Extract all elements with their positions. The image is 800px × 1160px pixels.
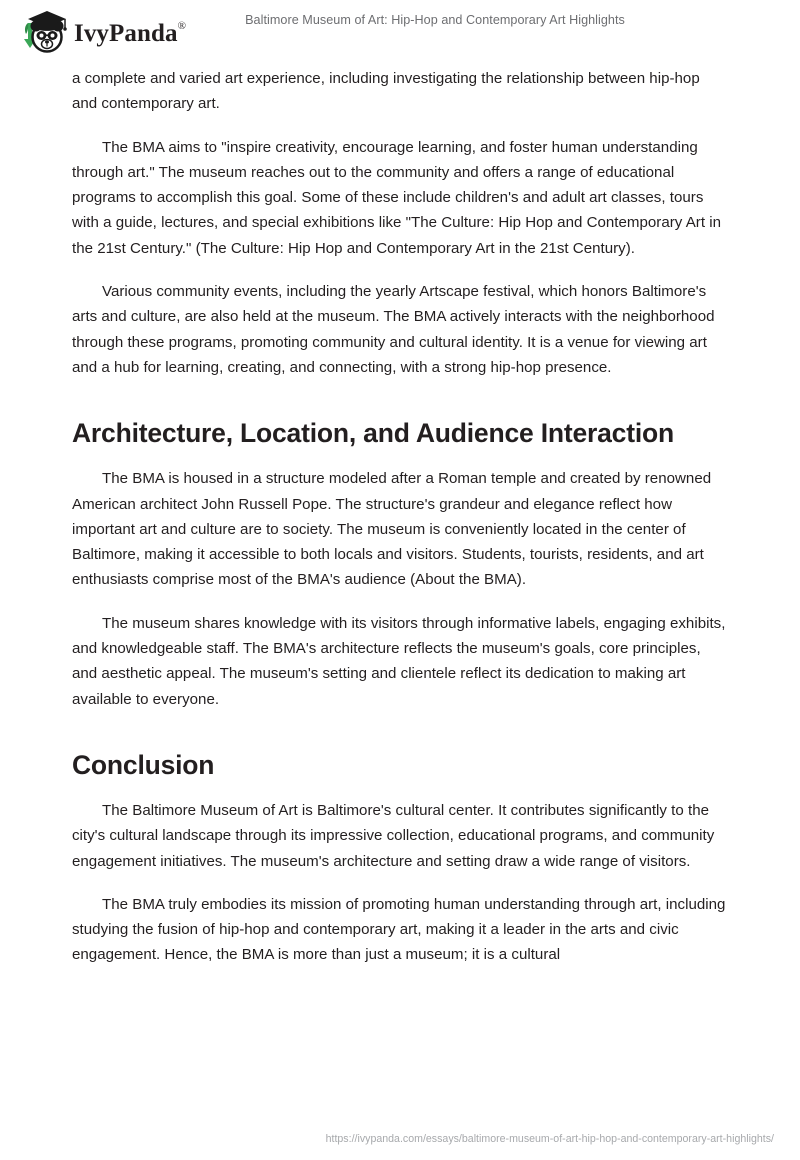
body-paragraph: The BMA is housed in a structure modeled after a Roman temple and created by renowned American architect John Russell Pope. The structure's grandeur and elegance reflect how important art and culture are to society. The museum is conveniently located in the center of Baltimore, making it accessible to both locals and visitors. Students, tourists, residents, and art enthusiasts comprise most of the BMA's audience (About the BMA).: [72, 470, 712, 589]
body-paragraph: Various community events, including the yearly Artscape festival, which honors Baltimore's arts and culture, are also held at the museum. The BMA actively interacts with the neighborhood through these programs, promoting community and cultural identity. It is a venue for viewing art and a hub for learning, creating, and connecting, with a strong hip-hop presence.: [72, 283, 715, 376]
body-paragraph: The Baltimore Museum of Art is Baltimore's cultural center. It contributes significantly to the city's cultural landscape through its impressive collection, educational programs, and community engagement initiatives. The museum's architecture and setting draw a wide range of visitors.: [72, 801, 715, 870]
body-paragraph: The BMA truly embodies its mission of promoting human understanding through art, including studying the fusion of hip-hop and contemporary art, making it a leader in the arts and civic engagement. Hence, the BMA is more than just a museum; it is a cultural: [72, 895, 726, 964]
page-footer: [0, 1129, 800, 1147]
brand-name-text: IvyPanda: [74, 19, 178, 47]
running-head-title: Baltimore Museum of Art: Hip-Hop and Contemporary Art Highlights: [245, 13, 625, 27]
article-body: [72, 66, 726, 968]
section-heading: Architecture, Location, and Audience Interaction: [72, 418, 674, 449]
page-header: [0, 0, 800, 62]
body-paragraph: a complete and varied art experience, including investigating the relationship between hip-hop and contemporary art.: [72, 70, 700, 113]
body-paragraph: The BMA aims to "inspire creativity, encourage learning, and foster human understanding through art." The museum reaches out to the community and offers a range of educational programs to accomplish this goal. Some of these include children's and adult art classes, tours with a guide, lectures, and special exhibitions like "The Culture: Hip Hop and Contemporary Art in the 21st Century." (The Culture: Hip Hop and Contemporary Art in the 21st Century).: [72, 138, 721, 257]
body-paragraph: The museum shares knowledge with its visitors through informative labels, engaging exhibits, and knowledgeable staff. The BMA's architecture reflects the museum's goals, core principles, and aesthetic appeal. The museum's setting and clientele reflect its dedication to making art available to everyone.: [72, 614, 726, 708]
registered-trademark-icon: ®: [177, 20, 187, 33]
section-heading: Conclusion: [72, 749, 215, 780]
footer-source-url[interactable]: https://ivypanda.com/essays/baltimore-museum-of-art-hip-hop-and-contemporary-art-highlights/: [325, 1133, 774, 1145]
